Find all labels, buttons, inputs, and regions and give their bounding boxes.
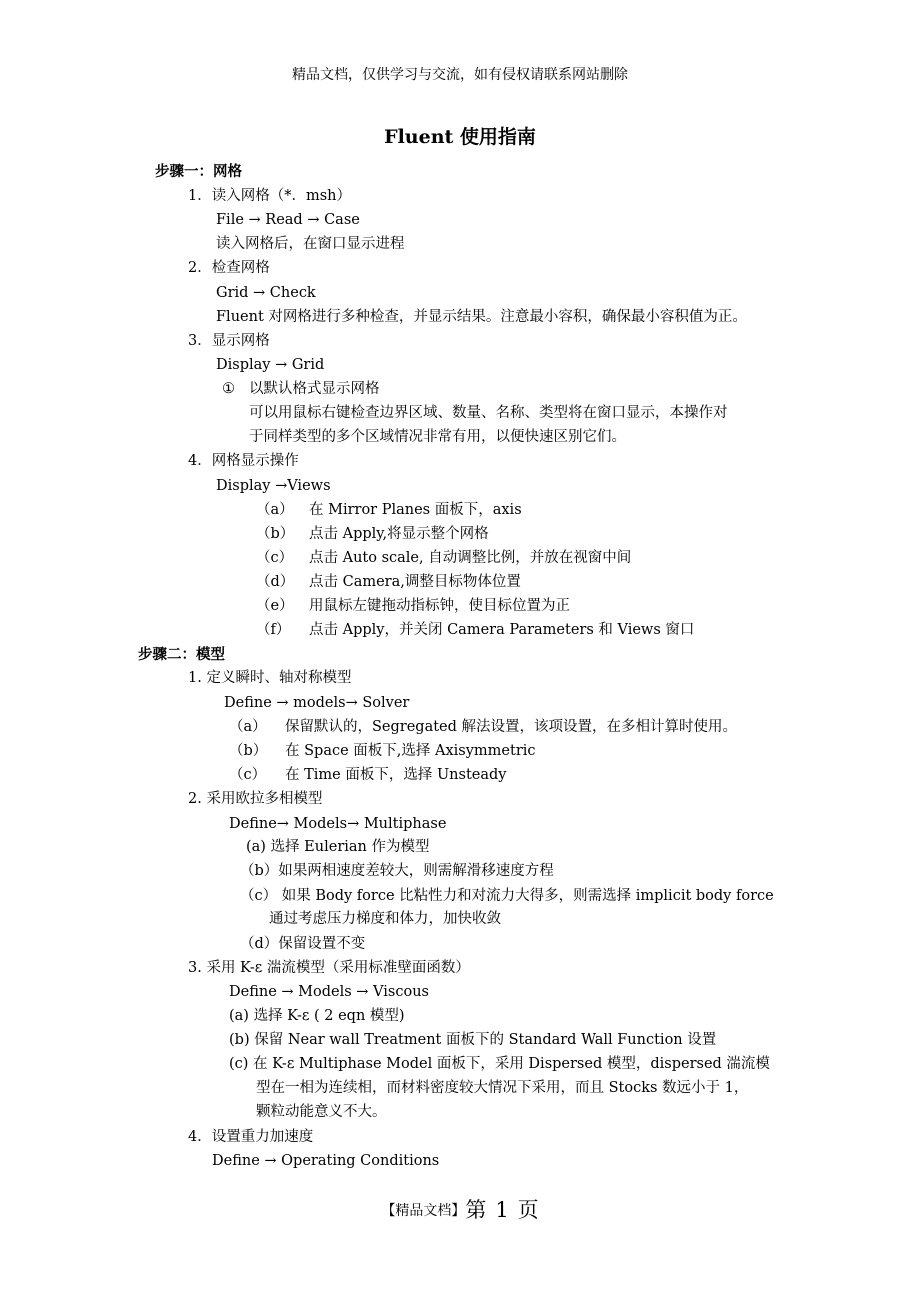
step1-item3-sub-title: 以默认格式显示网格: [249, 381, 380, 397]
step2-item3-c-text-2: 型在一相为连续相，而材料密度较大情况下采用，而且 Stocks 数远小于 1，: [256, 1080, 749, 1096]
step1-item3-sub-text-1: 可以用鼠标右键检查边界区域、数量、名称、类型将在窗口显示，本操作对: [249, 405, 728, 421]
step1-item2-path: Grid → Check: [216, 285, 316, 301]
step2-item2-b-text: （b）如果两相速度差较大，则需解滑移速度方程: [240, 863, 554, 879]
footer-tag: 【精品文档】: [381, 1203, 466, 1219]
step2-item1-c-label: （c）: [229, 767, 267, 783]
step2-item1-b-text: 在 Space 面板下,选择 Axisymmetric: [285, 743, 536, 759]
page-header-note: 精品文档，仅供学习与交流，如有侵权请联系网站删除: [292, 67, 628, 83]
step1-item4-e-label: （e）: [256, 598, 294, 614]
step1-item4-b-text: 点击 Apply,将显示整个网格: [309, 526, 489, 542]
step1-item4-f-text: 点击 Apply，并关闭 Camera Parameters 和 Views 窗口: [309, 622, 695, 638]
step1-item4-e-text: 用鼠标左键拖动指标钟，使目标位置为正: [309, 598, 570, 614]
step1-item3-title: 3．显示网格: [188, 333, 270, 349]
footer-page-number: 1: [495, 1198, 509, 1222]
step1-item1-note: 读入网格后，在窗口显示进程: [216, 236, 405, 252]
step1-item4-f-label: （f）: [256, 622, 291, 638]
step1-item4-d-text: 点击 Camera,调整目标物体位置: [309, 574, 521, 590]
step2-item4-title: 4．设置重力加速度: [188, 1129, 314, 1145]
step2-item3-c-text-1: (c) 在 K-ε Multiphase Model 面板下，采用 Dispersed 模型，dispersed 湍流模: [229, 1056, 770, 1072]
step2-item1-c-text: 在 Time 面板下，选择 Unsteady: [285, 767, 507, 783]
step1-item3-path: Display → Grid: [216, 357, 325, 373]
step1-item4-a-label: （a）: [256, 502, 294, 518]
step2-item2-c-text-2: 通过考虑压力梯度和体力，加快收敛: [269, 911, 501, 927]
step2-item2-a-text: (a) 选择 Eulerian 作为模型: [246, 839, 430, 855]
step2-item3-b-text: (b) 保留 Near wall Treatment 面板下的 Standard Wall Function 设置: [229, 1032, 717, 1048]
step2-item1-a-label: （a）: [229, 719, 267, 735]
step1-item4-a-text: 在 Mirror Planes 面板下，axis: [309, 502, 522, 518]
page-footer: [0, 1196, 920, 1225]
step1-item1-title: 1．读入网格（*．msh）: [188, 188, 352, 204]
step1-item1-path: File → Read → Case: [216, 212, 360, 228]
step1-item4-b-label: （b）: [256, 526, 295, 542]
step1-item3-sub-marker: ①: [222, 381, 235, 397]
step2-item1-title: 1. 定义瞬时、轴对称模型: [188, 670, 352, 686]
step1-item3-sub-text-2: 于同样类型的多个区域情况非常有用，以便快速区别它们。: [249, 429, 626, 445]
step2-item3-c-text-3: 颗粒动能意义不大。: [256, 1104, 387, 1120]
step1-item2-title: 2．检查网格: [188, 260, 270, 276]
step2-item3-path: Define → Models → Viscous: [229, 984, 429, 1000]
step2-item3-a-text: (a) 选择 K-ε ( 2 eqn 模型): [229, 1008, 405, 1024]
document-title: Fluent 使用指南: [384, 126, 536, 148]
step2-item1-path: Define → models→ Solver: [224, 695, 410, 711]
footer-page-prefix: 第: [465, 1198, 487, 1222]
step1-item2-note: Fluent 对网格进行多种检查，并显示结果。注意最小容积，确保最小容积值为正。: [216, 309, 747, 325]
step1-item4-c-text: 点击 Auto scale, 自动调整比例，并放在视窗中间: [309, 550, 632, 566]
step1-item4-path: Display →Views: [216, 478, 331, 494]
step1-heading: 步骤一：网格: [155, 163, 242, 180]
step2-item2-d-text: （d）保留设置不变: [240, 936, 366, 952]
step2-item1-a-text: 保留默认的，Segregated 解法设置，该项设置，在多相计算时使用。: [285, 719, 738, 735]
step2-item2-c-text-1: （c） 如果 Body force 比粘性力和对流力大得多，则需选择 implicit body force: [240, 888, 774, 904]
step2-item2-title: 2. 采用欧拉多相模型: [188, 791, 323, 807]
step1-item4-d-label: （d）: [256, 574, 295, 590]
step2-item4-path: Define → Operating Conditions: [212, 1153, 440, 1169]
step2-item2-path: Define→ Models→ Multiphase: [229, 816, 447, 832]
footer-page-suffix: 页: [517, 1198, 539, 1222]
step1-item4-title: 4．网格显示操作: [188, 453, 299, 469]
step1-item4-c-label: （c）: [256, 550, 294, 566]
step2-item3-title: 3. 采用 K-ε 湍流模型（采用标准壁面函数）: [188, 960, 470, 976]
step2-item1-b-label: （b）: [229, 743, 268, 759]
step2-heading: 步骤二：模型: [138, 646, 225, 663]
